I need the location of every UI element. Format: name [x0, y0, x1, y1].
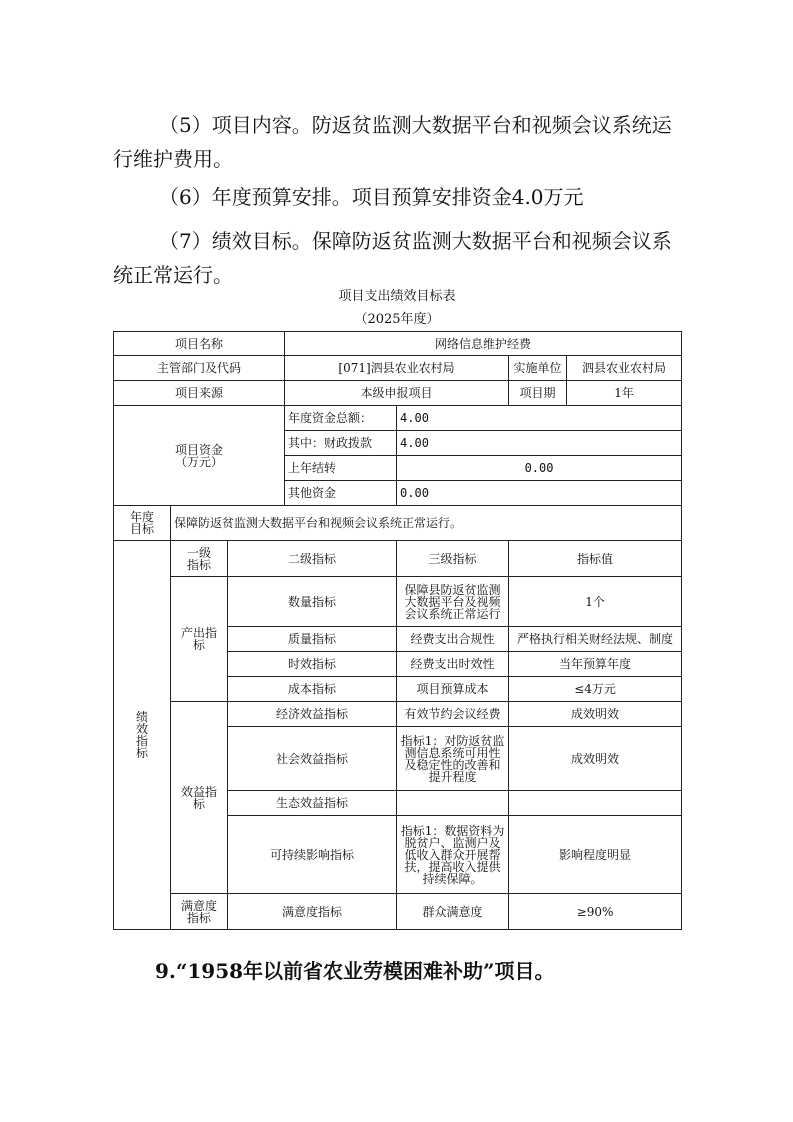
paragraph-budget: （6）年度预算安排。项目预算安排资金4.0万元 [159, 185, 584, 209]
name-label: 项目名称 [114, 332, 285, 356]
benefit-l2: 经济效益指标 [228, 702, 397, 727]
table-title: 项目支出绩效目标表 [338, 289, 456, 304]
benefit-l3: 有效节约会议经费 [397, 702, 509, 727]
impl-value: 泗县农业农村局 [567, 356, 682, 381]
performance-table [113, 331, 682, 930]
benefit-l2: 社会效益指标 [228, 727, 397, 791]
benefit-l3: 指标1：数据资料为脱贫户、监测户及低收入群众开展帮扶，提高收入提供持续保障。 [397, 816, 509, 894]
impl-label: 实施单位 [509, 356, 567, 381]
benefit-l3: 指标1：对防返贫监测信息系统可用性及稳定性的改善和提升程度 [397, 727, 509, 791]
output-l2: 时效指标 [228, 652, 397, 677]
funds-carryover-label: 上年结转 [285, 456, 397, 481]
benefit-l2: 可持续影响指标 [228, 816, 397, 894]
table-row [114, 541, 682, 577]
paragraph-performance-goal: （7）绩效目标。保障防返贫监测大数据平台和视频会议系统正常运行。 [113, 229, 672, 287]
funds-total-value: 4.00 [397, 406, 682, 431]
output-value: ≤4万元 [509, 677, 682, 702]
output-l3: 保障县防返贫监测大数据平台及视频会议系统正常运行 [397, 577, 509, 627]
header-level1: 一级 指标 [171, 541, 228, 577]
period-label: 项目期 [509, 381, 567, 406]
satisfaction-l3: 群众满意度 [397, 894, 509, 930]
output-label: 产出指 标 [171, 577, 228, 702]
table-row [114, 894, 682, 930]
funds-other-value: 0.00 [397, 481, 682, 506]
table-row [114, 406, 682, 431]
funds-total-label: 年度资金总额： [285, 406, 397, 431]
table-row [114, 381, 682, 406]
benefit-value: 成效明效 [509, 702, 682, 727]
table-row [114, 356, 682, 381]
output-value: 1个 [509, 577, 682, 627]
funds-fiscal-label: 其中：财政拨款 [285, 431, 397, 456]
source-value: 本级申报项目 [285, 381, 509, 406]
output-l3: 经费支出合规性 [397, 627, 509, 652]
header-level3: 三级指标 [397, 541, 509, 577]
output-value: 严格执行相关财经法规、制度 [509, 627, 682, 652]
table-row [114, 506, 682, 541]
section-heading-9: 9.“1958年以前省农业劳模困难补助”项目。 [155, 959, 555, 983]
header-level2: 二级指标 [228, 541, 397, 577]
satisfaction-value: ≥90% [509, 894, 682, 930]
benefit-l2: 生态效益指标 [228, 791, 397, 816]
output-value: 当年预算年度 [509, 652, 682, 677]
funds-label: 项目资金 （万元） [114, 406, 285, 506]
dept-value: [071]泗县农业农村局 [285, 356, 509, 381]
table-row [114, 332, 682, 356]
dept-label: 主管部门及代码 [114, 356, 285, 381]
funds-other-label: 其他资金 [285, 481, 397, 506]
period-value: 1年 [567, 381, 682, 406]
table-row [114, 577, 682, 627]
funds-carryover-value: 0.00 [397, 456, 682, 481]
funds-fiscal-value: 4.00 [397, 431, 682, 456]
output-l3: 经费支出时效性 [397, 652, 509, 677]
paragraph-project-content: （5）项目内容。防返贫监测大数据平台和视频会议系统运行维护费用。 [113, 113, 672, 171]
source-label: 项目来源 [114, 381, 285, 406]
benefit-value: 成效明效 [509, 727, 682, 791]
satisfaction-l2: 满意度指标 [228, 894, 397, 930]
goal-label: 年度 目标 [114, 506, 171, 541]
table-row [114, 702, 682, 727]
output-l2: 数量指标 [228, 577, 397, 627]
table-year: （2025年度） [354, 312, 440, 327]
name-value: 网络信息维护经费 [285, 332, 682, 356]
perf-label: 绩 效 指 标 [114, 541, 171, 930]
header-value: 指标值 [509, 541, 682, 577]
output-l2: 成本指标 [228, 677, 397, 702]
goal-value: 保障防返贫监测大数据平台和视频会议系统正常运行。 [171, 506, 682, 541]
satisfaction-label: 满意度 指标 [171, 894, 228, 930]
output-l2: 质量指标 [228, 627, 397, 652]
benefit-value: 影响程度明显 [509, 816, 682, 894]
benefit-value [509, 791, 682, 816]
benefit-label: 效益指 标 [171, 702, 228, 894]
benefit-l3 [397, 791, 509, 816]
output-l3: 项目预算成本 [397, 677, 509, 702]
